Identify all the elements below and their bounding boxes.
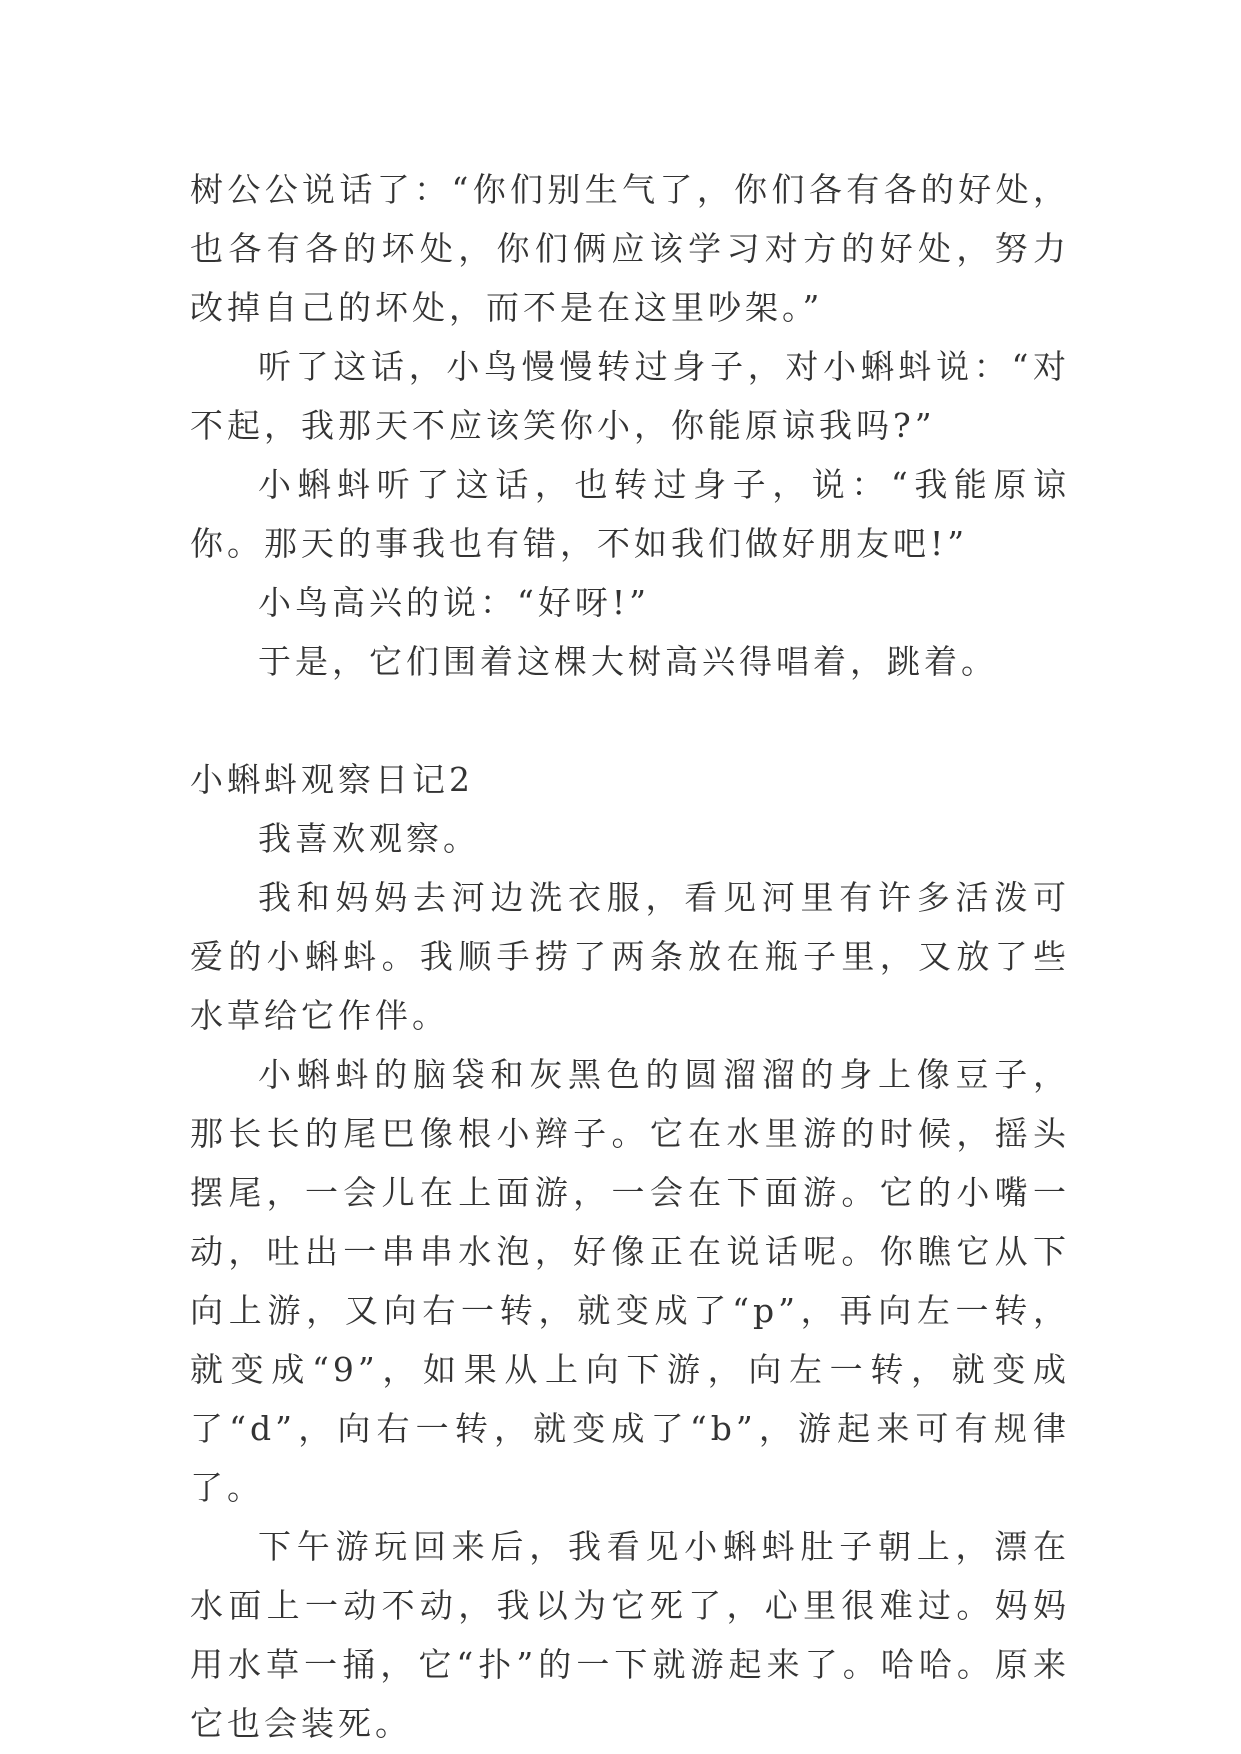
paragraph: 小蝌蚪的脑袋和灰黑色的圆溜溜的身上像豆子，那长长的尾巴像根小辫子。它在水里游的时候，摇头摆尾，一会儿在上面游，一会在下面游。它的小嘴一动，吐出一串串水泡，好像正在说话呢。你瞧它从下向上游，又向右一转，就变成了“p”，再向左一转，就变成“9”，如果从上向下游，向左一转，就变成了“d”，向右一转，就变成了“b”，游起来可有规律了。 (190, 1055, 1070, 1507)
section-title: 小蝌蚪观察日记2 (190, 760, 474, 799)
paragraph: 小蝌蚪听了这话，也转过身子，说：“我能原谅你。那天的事我也有错，不如我们做好朋友吧!” (190, 465, 1070, 563)
paragraph: 听了这话，小鸟慢慢转过身子，对小蝌蚪说：“对不起，我那天不应该笑你小，你能原谅我吗?” (190, 347, 1070, 445)
paragraph: 小鸟高兴的说：“好呀!” (258, 583, 651, 622)
paragraph: 于是，它们围着这棵大树高兴得唱着，跳着。 (258, 642, 998, 681)
section-spacer (190, 691, 1070, 750)
paragraph: 下午游玩回来后，我看见小蝌蚪肚子朝上，漂在水面上一动不动，我以为它死了，心里很难过。妈妈用水草一捅，它“扑”的一下就游起来了。哈哈。原来它也会装死。 (190, 1527, 1070, 1743)
paragraph: 我喜欢观察。 (258, 819, 480, 858)
document-body (190, 160, 1070, 1753)
paragraph: 树公公说话了：“你们别生气了，你们各有各的好处，也各有各的坏处，你们俩应该学习对方的好处，努力改掉自己的坏处，而不是在这里吵架。” (190, 170, 1070, 327)
paragraph: 我和妈妈去河边洗衣服，看见河里有许多活泼可爱的小蝌蚪。我顺手捞了两条放在瓶子里，又放了些水草给它作伴。 (190, 878, 1070, 1035)
